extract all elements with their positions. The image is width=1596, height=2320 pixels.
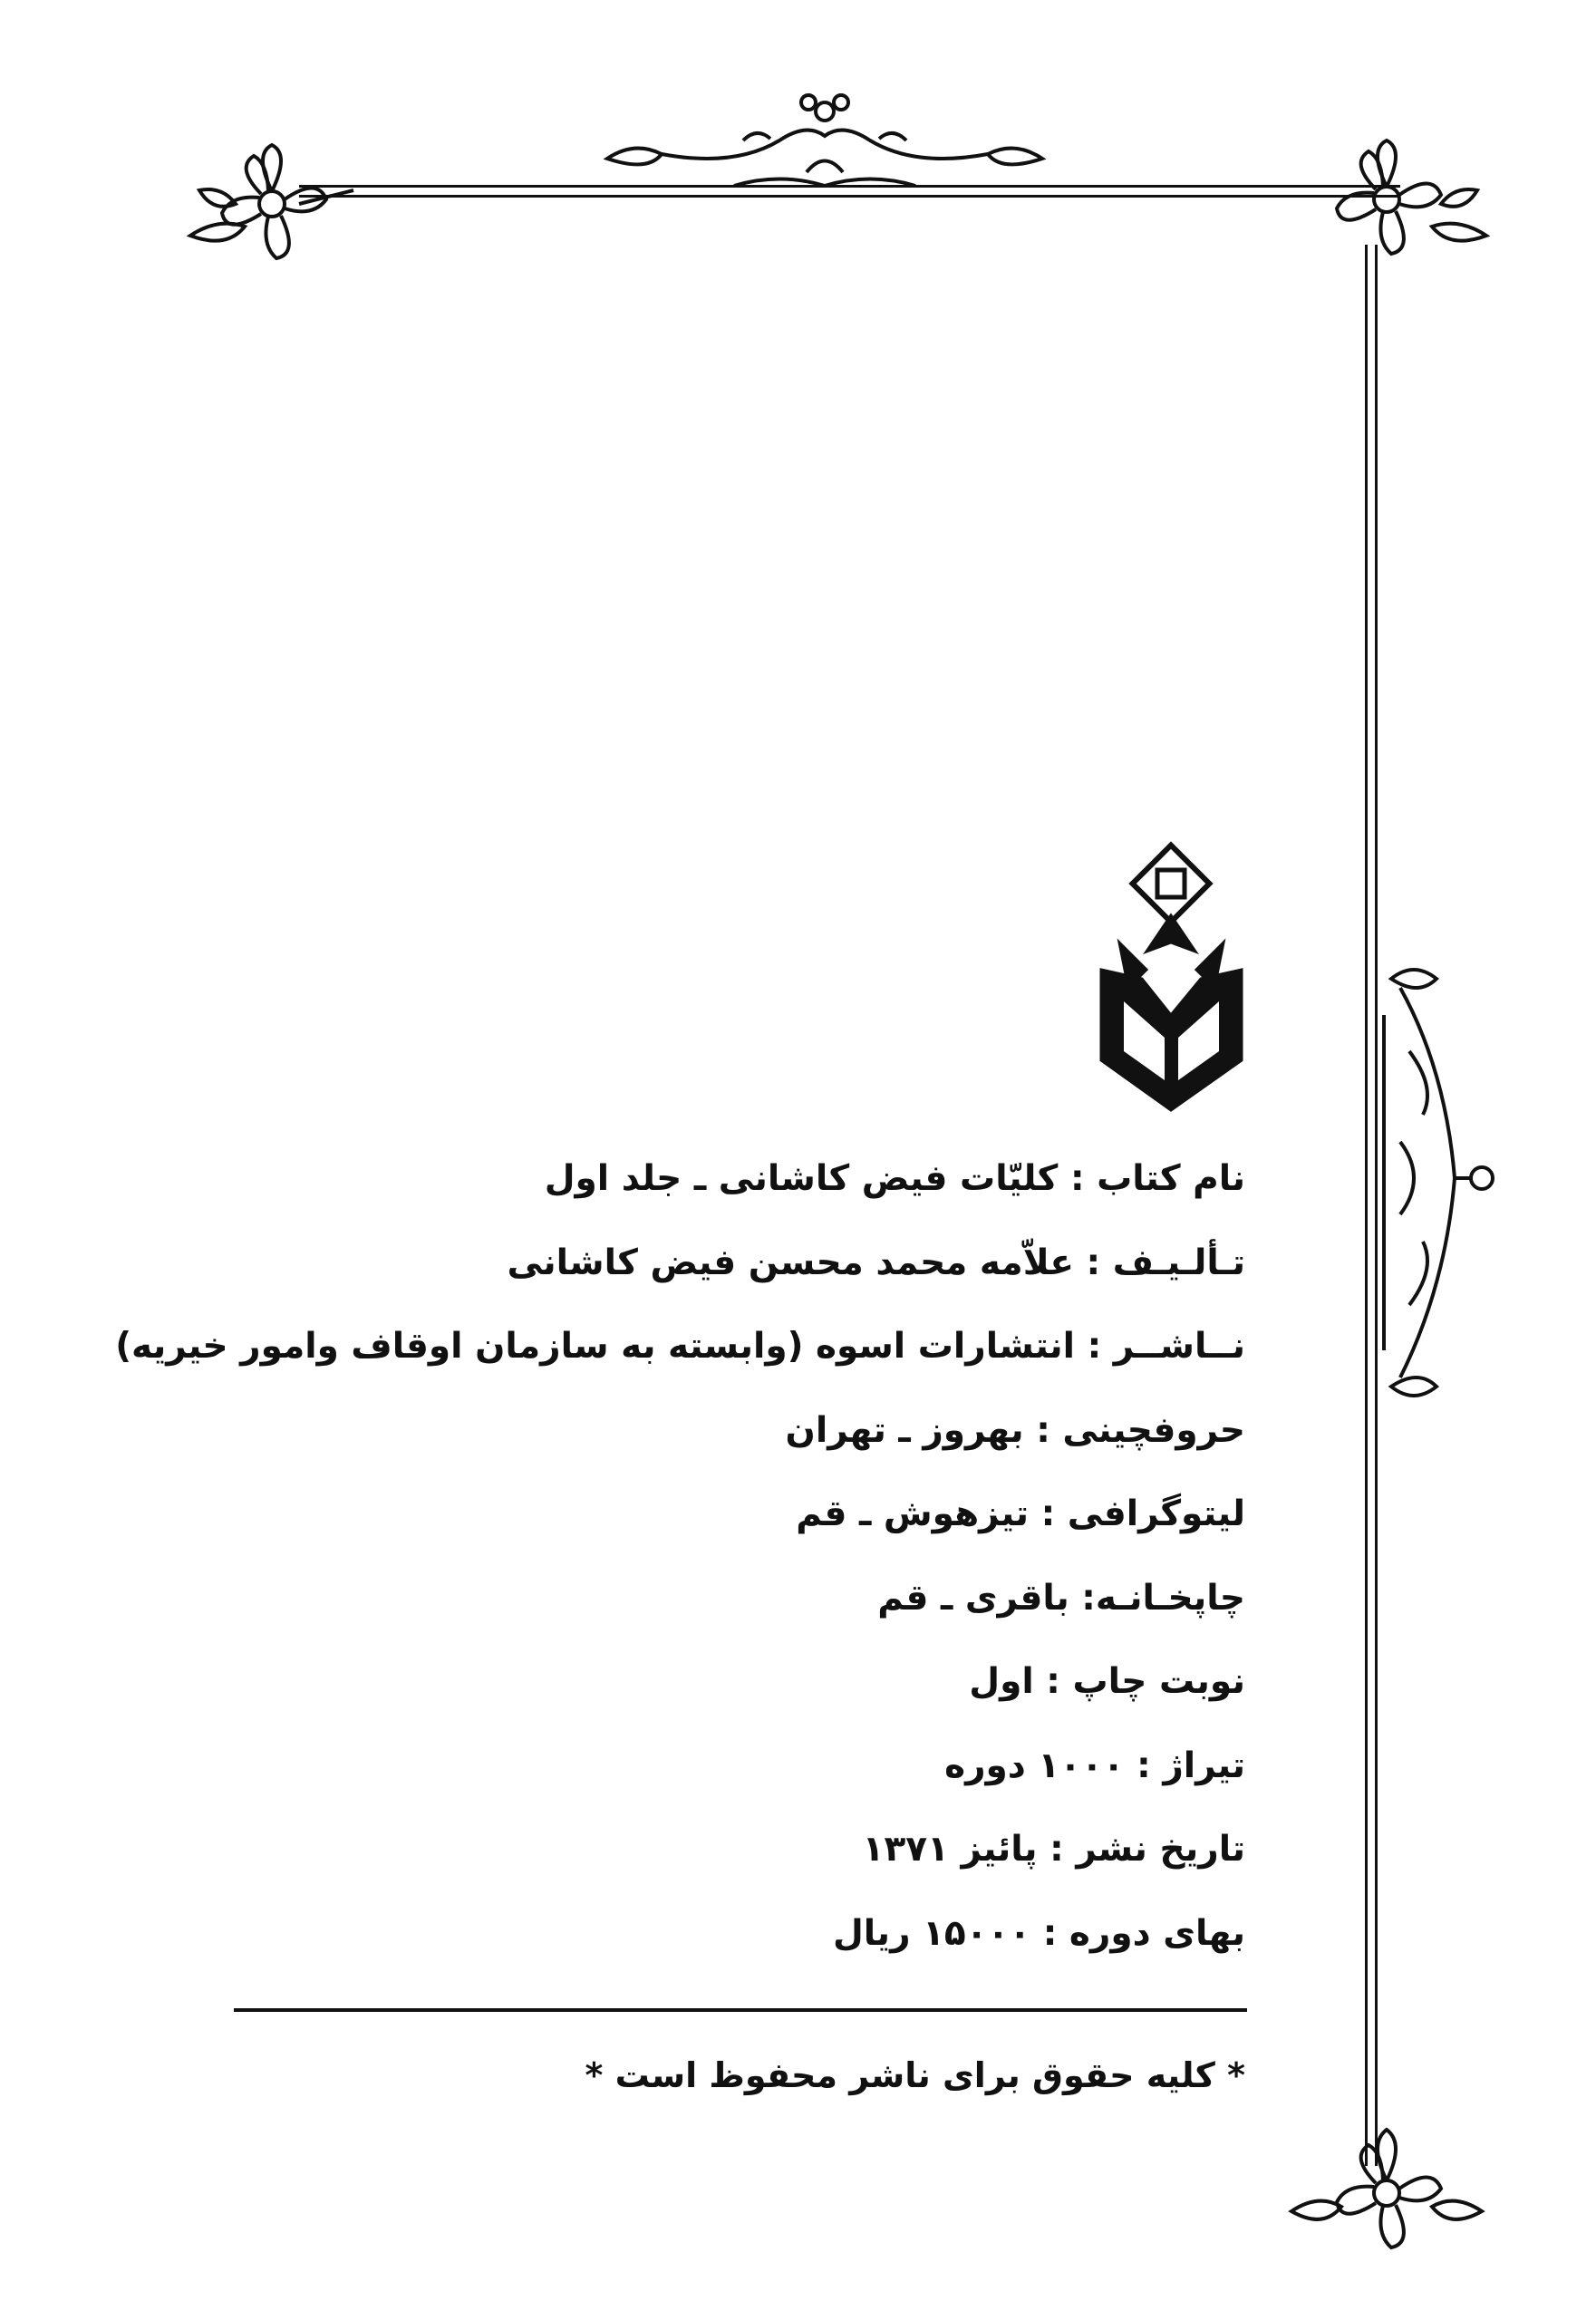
crown-ornament-icon <box>598 86 1051 195</box>
colophon <box>115 1137 1245 1976</box>
publication-date-line: تاریخ نشر : پائیز ۱۳۷۱ <box>862 1829 1245 1870</box>
flower-ornament-icon <box>1287 2121 1486 2257</box>
print-run-line: تیراژ : ۱۰۰۰ دوره <box>944 1745 1245 1786</box>
author-line: تـألـیـف : علاّمه محمد محسن فیض کاشانی <box>507 1242 1245 1283</box>
side-ornament-icon <box>1373 961 1500 1405</box>
publisher-line: نــاشــر : انتشارات اسوه (وابسته به سازمان اوقاف وامور خیریه) <box>115 1326 1245 1367</box>
edition-line: نوبت چاپ : اول <box>969 1661 1245 1702</box>
publisher-logo-icon <box>1092 843 1251 1115</box>
divider <box>234 2008 1247 2012</box>
typesetting-line: حروفچینی : بهروز ـ تهران <box>785 1409 1245 1451</box>
printing-house-line: چاپخـانـه: باقری ـ قم <box>877 1577 1245 1619</box>
price-line: بهای دوره : ۱۵۰۰۰ ریال <box>832 1912 1245 1954</box>
flower-ornament-icon <box>181 136 363 272</box>
rights-notice: * کلیه حقوق برای ناشر محفوظ است * <box>585 2055 1245 2095</box>
flower-ornament-icon <box>1305 136 1495 272</box>
book-name-line: نام کتاب : کلیّات فیض کاشانی ـ جلد اول <box>544 1158 1245 1199</box>
lithography-line: لیتوگرافی : تیزهوش ـ قم <box>796 1494 1245 1534</box>
